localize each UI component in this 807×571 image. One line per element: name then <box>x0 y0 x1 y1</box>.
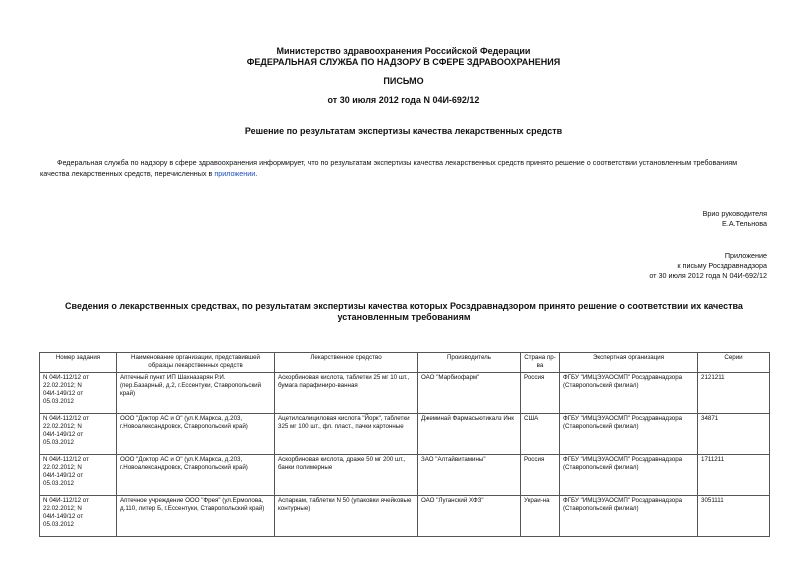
table-row <box>40 496 770 537</box>
service-title: ФЕДЕРАЛЬНАЯ СЛУЖБА ПО НАДЗОРУ В СФЕРЕ ЗДРАВООХРАНЕНИЯ <box>246 57 561 67</box>
cell-manufacturer: ОАО "Луганский ХФЗ" <box>418 496 521 537</box>
cell-country: Россия <box>521 373 560 414</box>
cell-country: Россия <box>521 455 560 496</box>
cell-expert-org: ФГБУ "ИМЦЭУАОСМП" Росздравнадзора (Ставропольский филиал) <box>560 373 698 414</box>
cell-series: 3051111 <box>698 496 770 537</box>
cell-series: 1711211 <box>698 455 770 496</box>
medicines-table <box>39 352 770 537</box>
cell-series: 2121211 <box>698 373 770 414</box>
table-row <box>40 373 770 414</box>
cell-country: Украи-на <box>521 496 560 537</box>
table-row <box>40 414 770 455</box>
body-text-end: . <box>255 169 258 178</box>
cell-expert-org: ФГБУ "ИМЦЭУАОСМП" Росздравнадзора (Ставропольский филиал) <box>560 455 698 496</box>
col-header-country: Страна пр-ва <box>521 353 560 373</box>
table-row <box>40 455 770 496</box>
col-header-task-number: Номер задания <box>40 353 117 373</box>
col-header-medicine: Лекарственное средство <box>275 353 418 373</box>
col-header-manufacturer: Производитель <box>418 353 521 373</box>
appendix-date: от 30 июля 2012 года N 04И-692/12 <box>649 271 767 280</box>
cell-medicine: Ацетилсалициловая кислота "Йорк", таблетки 325 мг 100 шт., фл. пласт., пачки картонные <box>275 414 418 455</box>
appendix-reference: к письму Росздравнадзора <box>677 261 767 270</box>
cell-manufacturer: ОАО "Марбиофарм" <box>418 373 521 414</box>
cell-series: 34871 <box>698 414 770 455</box>
cell-manufacturer: Джеминай Фармасьютикалз Инк <box>418 414 521 455</box>
col-header-organization: Наименование организации, представившей образцы лекарственных средств <box>117 353 275 373</box>
cell-organization: ООО "Доктор АС и О" (ул.К.Маркса, д.203, г.Новоалександровск, Ставропольский край) <box>117 455 275 496</box>
cell-country: США <box>521 414 560 455</box>
document-type: ПИСЬМО <box>383 76 424 86</box>
signature-position: Врио руководителя <box>702 209 767 218</box>
table-header-row <box>40 353 770 373</box>
cell-organization: ООО "Доктор АС и О" (ул.К.Маркса, д.203, г.Новоалександровск, Ставропольский край) <box>117 414 275 455</box>
cell-task-number: N 04И-112/12 от 22.02.2012; N 04И-149/12 от 05.03.2012 <box>40 373 117 414</box>
body-paragraph <box>40 157 768 179</box>
document-subject: Решение по результатам экспертизы качества лекарственных средств <box>244 126 563 136</box>
cell-medicine: Аспаркам, таблетки N 50 (упаковки ячейковые контурные) <box>275 496 418 537</box>
cell-task-number: N 04И-112/12 от 22.02.2012; N 04И-149/12 от 05.03.2012 <box>40 496 117 537</box>
document-date-number: от 30 июля 2012 года N 04И-692/12 <box>327 95 480 105</box>
signature-name: Е.А.Тельнова <box>722 219 767 228</box>
section-title: Сведения о лекарственных средствах, по результатам экспертизы качества которых Росздравнадзором принято решение о соответствии их качества установленным требованиям <box>65 301 743 322</box>
col-header-expert-org: Экспертная организация <box>560 353 698 373</box>
cell-organization: Аптечный пункт ИП Шахназарян Р.И. (пер.Базарный, д.2, г.Ессентуки, Ставропольский край) <box>117 373 275 414</box>
body-text: Федеральная служба по надзору в сфере здравоохранения информирует, что по результатам экспертизы качества лекарственных средств принято решение о соответствии установленным требованиям качества лекарственных средств, перечисленных в <box>40 158 738 178</box>
cell-expert-org: ФГБУ "ИМЦЭУАОСМП" Росздравнадзора (Ставропольский филиал) <box>560 414 698 455</box>
cell-medicine: Аскорбиновая кислота, таблетки 25 мг 10 шт., бумага парафиниро-ванная <box>275 373 418 414</box>
cell-task-number: N 04И-112/12 от 22.02.2012; N 04И-149/12 от 05.03.2012 <box>40 455 117 496</box>
appendix-link[interactable]: приложении <box>214 169 256 178</box>
col-header-series: Серии <box>698 353 770 373</box>
cell-organization: Аптечное учреждение ООО "Фрея" (ул.Ермолова, д.110, литер Б, г.Ессентуки, Ставропольский край) <box>117 496 275 537</box>
cell-task-number: N 04И-112/12 от 22.02.2012; N 04И-149/12 от 05.03.2012 <box>40 414 117 455</box>
cell-medicine: Аскорбиновая кислота, драже 50 мг 200 шт., банки полимерные <box>275 455 418 496</box>
ministry-title: Министерство здравоохранения Российской Федерации <box>276 46 531 56</box>
cell-manufacturer: ЗАО "Алтайвитамины" <box>418 455 521 496</box>
appendix-label: Приложение <box>724 251 767 260</box>
cell-expert-org: ФГБУ "ИМЦЭУАОСМП" Росздравнадзора (Ставропольский филиал) <box>560 496 698 537</box>
